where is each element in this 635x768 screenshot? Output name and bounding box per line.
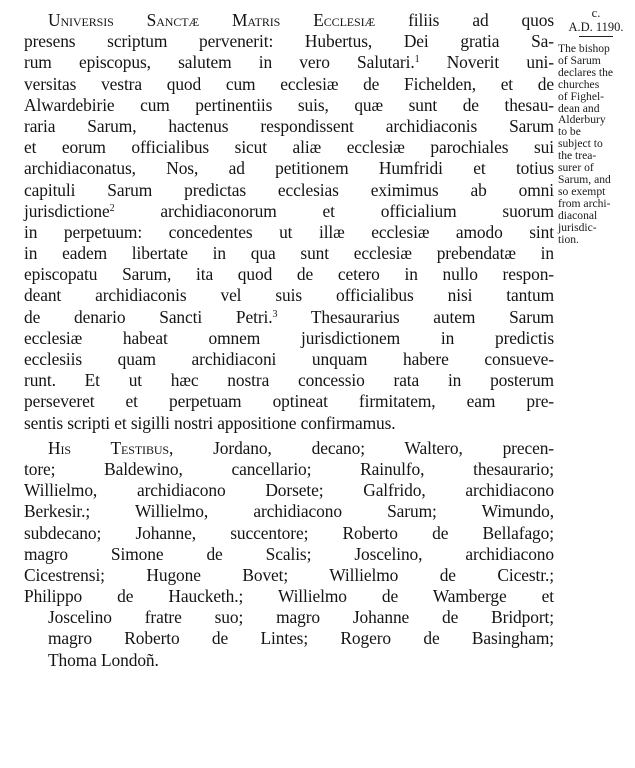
text-line: ecclesiæ habeat omnem jurisdictionem in predictis <box>24 327 554 348</box>
marginal-line: of Sarum <box>558 53 601 67</box>
text-line: Berkesir.; Willielmo, archidiacono Sarum; Wimundo, <box>24 501 554 522</box>
text-line: sentis scripti et sigilli nostri appositione confirmamus. <box>24 412 396 433</box>
text-line: archidiaconatus, Nos, ad petitionem Humfridi et totius <box>24 158 554 179</box>
witness-list <box>24 438 554 671</box>
text-segment: archidiaconorum et officialium suorum <box>114 200 554 221</box>
text-line: raria Sarum, hactenus respondissent archidiaconis Sarum <box>24 115 554 136</box>
text-line: presens scriptum pervenerit: Hubertus, Dei gratia Sa- <box>24 31 554 52</box>
marginal-line: from archi- <box>558 196 611 210</box>
text-line: perseveret et perpetuam optineat firmitatem, eam pre- <box>24 391 554 412</box>
marginal-line: Sarum, and <box>558 172 611 186</box>
witness-heading: His Testibus <box>48 437 169 458</box>
text-line: episcopatu Sarum, ita quod de cetero in nullo respon- <box>24 264 554 285</box>
text-segment: filiis ad quos <box>375 10 554 30</box>
text-line: magro Simone de Scalis; Joscelino, archidiacono <box>24 543 554 564</box>
text-line: Joscelino fratre suo; magro Johanne de Bridport; <box>48 607 554 628</box>
text-segment: jurisdictione <box>24 200 110 221</box>
charter-paragraph <box>24 10 554 434</box>
marginal-line: to be <box>558 125 581 139</box>
text-line: in perpetuum: concedentes ut illæ ecclesiæ amodo sint <box>24 221 554 242</box>
text-segment: , Jordano, decano; Waltero, precen- <box>169 437 555 458</box>
text-line: capituli Sarum predictas ecclesias eximimus ab omni <box>24 179 554 200</box>
opening-words: Universis Sanctæ Matris Ecclesiæ <box>48 10 376 30</box>
marginal-line: subject to <box>558 137 603 151</box>
text-line <box>24 438 554 459</box>
date-circa: c. <box>591 6 601 20</box>
text-line: Thoma Londoñ. <box>48 649 159 670</box>
footnote-marker: 2 <box>109 202 115 214</box>
text-line: ecclesiis quam archidiaconi unquam habere consueve- <box>24 349 554 369</box>
text-line: deant archidiaconis vel suis officialibus nisi tantum <box>24 285 554 306</box>
footnote-marker: 3 <box>272 308 278 320</box>
text-line: Cicestrensi; Hugone Bovet; Willielmo de Cicestr.; <box>24 564 554 585</box>
marginal-line: The bishop <box>558 42 610 55</box>
text-segment: de denario Sancti Petri. <box>24 306 273 327</box>
marginal-line: churches <box>558 77 600 91</box>
marginal-line: surer of <box>558 161 594 175</box>
text-line: Alwardebirie cum pertinentiis suis, quæ sunt de thesau- <box>24 94 554 115</box>
text-line: Willielmo, archidiacono Dorsete; Galfrido, archidiacono <box>24 480 554 501</box>
text-line <box>24 52 554 73</box>
text-line: et eorum officialibus sicut aliæ ecclesiæ parochiales sui <box>24 137 554 158</box>
marginal-line: dean and <box>558 101 600 115</box>
charter-text <box>24 10 554 671</box>
text-line: magro Roberto de Lintes; Rogero de Basingham; <box>48 628 554 649</box>
text-line <box>24 201 554 222</box>
marginal-line: declares the <box>558 65 614 79</box>
text-line <box>24 307 554 328</box>
text-segment: Thesaurarius autem Sarum <box>277 306 554 327</box>
text-line: subdecano; Johanne, succentore; Roberto de Bellafago; <box>24 522 554 543</box>
text-line: in eadem libertate in qua sunt ecclesiæ prebendatæ in <box>24 243 554 264</box>
marginal-line: tion. <box>558 232 579 246</box>
date-year: A.D. 1190. <box>568 20 624 34</box>
date-note <box>558 6 634 34</box>
footnote-marker: 1 <box>414 54 420 66</box>
text-segment: rum episcopus, salutem in vero Salutari. <box>24 52 415 73</box>
text-segment: Noverit uni- <box>419 52 554 73</box>
text-line <box>24 10 554 31</box>
marginal-line: so exempt <box>558 184 606 198</box>
text-line: Philippo de Haucketh.; Willielmo de Wamberge et <box>24 586 554 607</box>
marginal-line: Alderbury <box>558 113 606 127</box>
marginal-line: jurisdic- <box>558 220 597 234</box>
marginal-note <box>558 6 634 245</box>
text-line: runt. Et ut hæc nostra concessio rata in posterum <box>24 370 554 391</box>
marginal-line: diaconal <box>558 208 598 222</box>
text-line: versitas vestra quod cum ecclesiæ de Fichelden, et de <box>24 73 554 94</box>
marginal-line: the trea- <box>558 149 597 163</box>
marginal-summary <box>558 43 634 245</box>
text-line: tore; Baldewino, cancellario; Rainulfo, thesaurario; <box>24 458 554 479</box>
divider <box>579 36 613 37</box>
marginal-line: of Fighel- <box>558 89 605 103</box>
